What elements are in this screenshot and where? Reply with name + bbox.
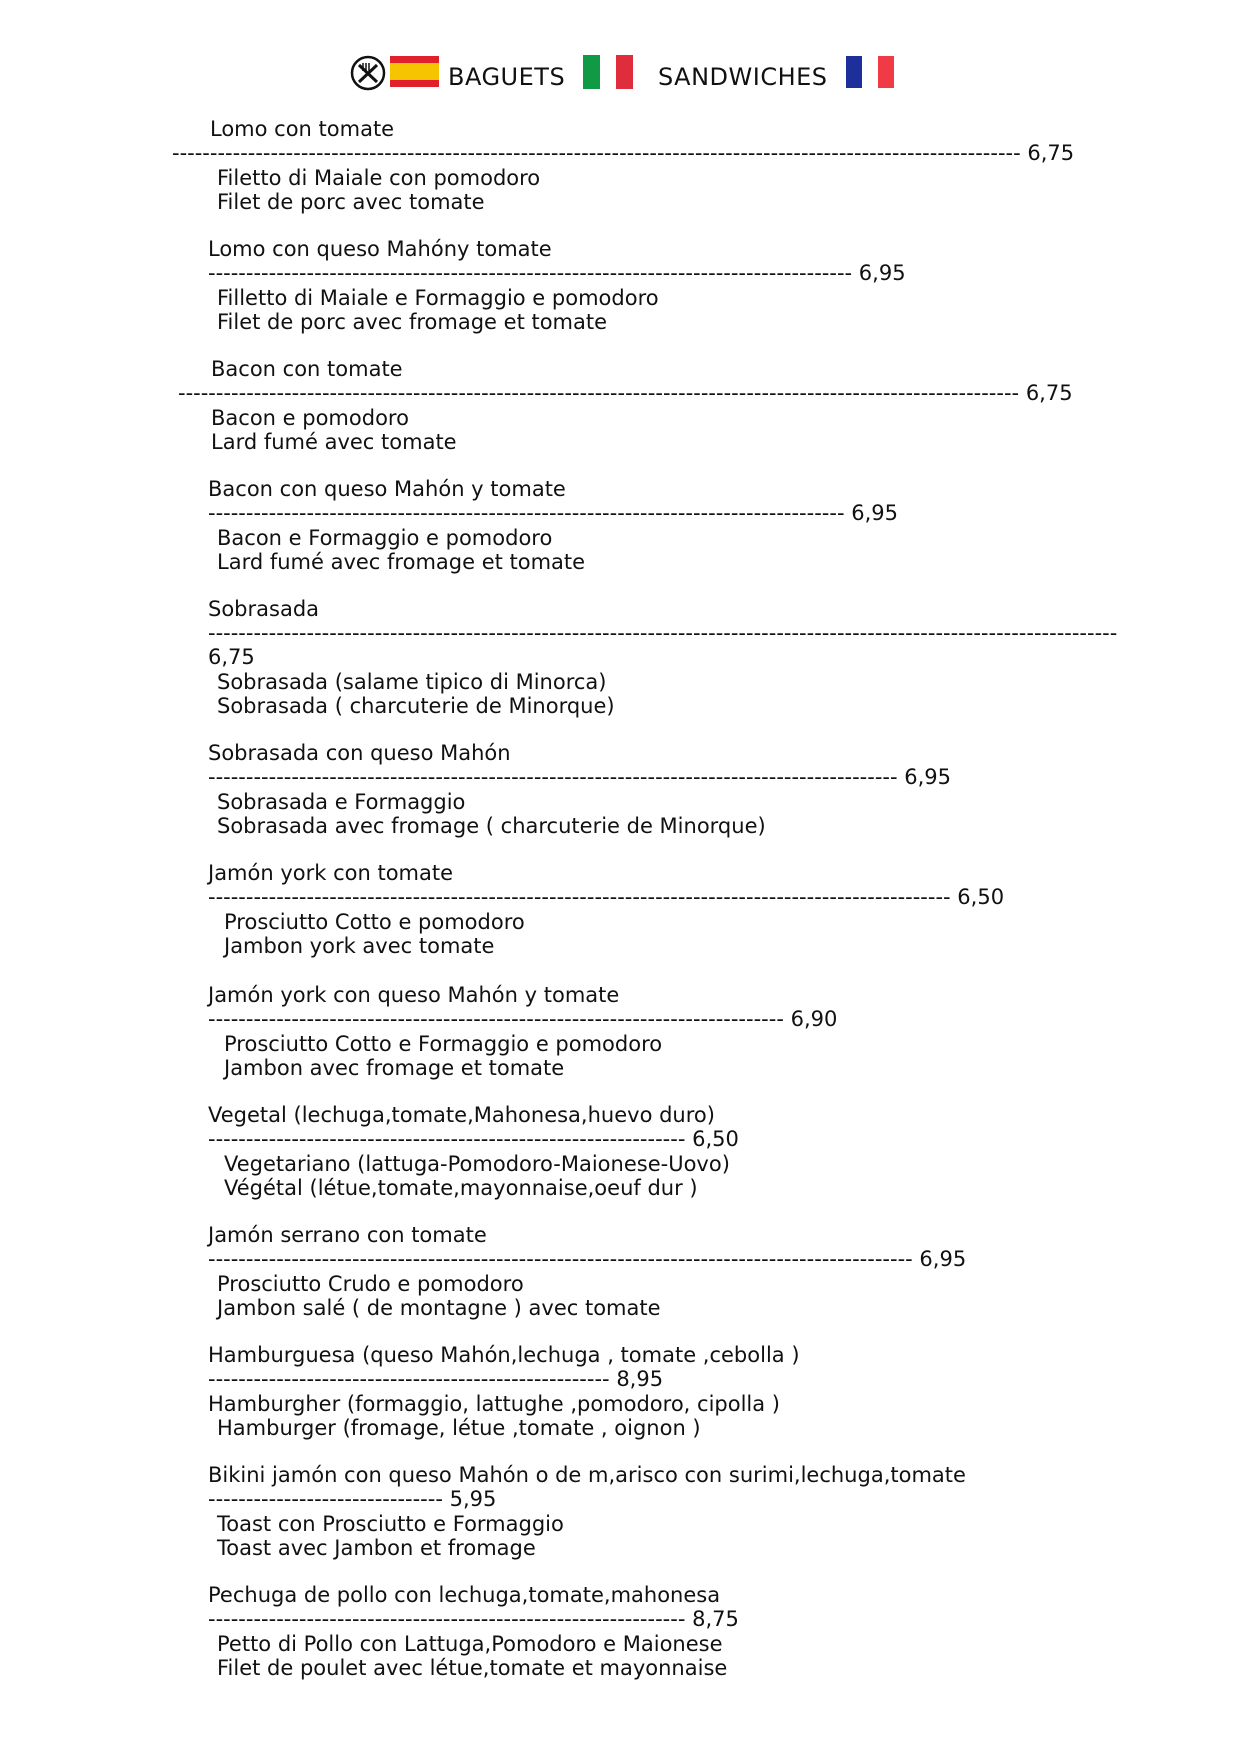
price-line — [208, 261, 906, 285]
dash-leader: --------------------------------------------------------------- — [208, 1127, 686, 1151]
dash-leader: ------------------------------- — [208, 1487, 443, 1511]
price-line — [208, 1607, 739, 1631]
item-name-fr: Jambon salé ( de montagne ) avec tomate — [217, 1296, 661, 1320]
item-name-it: Prosciutto Crudo e pomodoro — [217, 1272, 524, 1296]
item-price: 6,75 — [1025, 381, 1073, 405]
item-price: 6,95 — [904, 765, 952, 789]
item-name-it: Prosciutto Cotto e Formaggio e pomodoro — [224, 1032, 663, 1056]
item-name-es: Jamón york con tomate — [208, 861, 454, 885]
item-name-fr: Lard fumé avec fromage et tomate — [217, 550, 586, 574]
dash-leader: --------------------------------------------------------------- — [208, 1607, 686, 1631]
item-name-it: Bacon e Formaggio e pomodoro — [217, 526, 553, 550]
item-name-fr: Filet de poulet avec létue,tomate et mayonnaise — [217, 1656, 728, 1680]
item-price: 6,50 — [957, 885, 1005, 909]
item-name-es: Bacon con tomate — [211, 357, 403, 381]
item-name-fr: Hamburger (fromage, létue ,tomate , oignon ) — [217, 1416, 701, 1440]
price-line — [208, 621, 1117, 645]
item-name-it: Filletto di Maiale e Formaggio e pomodoro — [217, 286, 659, 310]
item-name-fr: Végétal (létue,tomate,mayonnaise,oeuf dur ) — [224, 1176, 698, 1200]
price-line — [208, 501, 898, 525]
no-food-icon — [350, 55, 386, 91]
item-name-it: Toast con Prosciutto e Formaggio — [217, 1512, 564, 1536]
item-name-es: Jamón york con queso Mahón y tomate — [208, 983, 620, 1007]
dash-leader: ---------------------------------------------------------------------------------------------------------------- — [172, 141, 1021, 165]
item-name-fr: Jambon avec fromage et tomate — [224, 1056, 565, 1080]
price-line — [208, 1367, 663, 1391]
item-name-es: Lomo con tomate — [210, 117, 395, 141]
price-line — [172, 141, 1074, 165]
dash-leader: ----------------------------------------------------- — [208, 1367, 610, 1391]
title-baguets: BAGUETS — [448, 63, 566, 91]
dash-leader: ------------------------------------------------------------------------------------------- — [208, 765, 898, 789]
dash-leader: ------------------------------------------------------------------------------------- — [208, 261, 853, 285]
item-price: 5,95 — [449, 1487, 497, 1511]
item-name-fr: Lard fumé avec tomate — [211, 430, 457, 454]
item-name-it: Vegetariano (lattuga-Pomodoro-Maionese-Uovo) — [224, 1152, 730, 1176]
item-name-fr: Jambon york avec tomate — [224, 934, 495, 958]
item-price: 6,95 — [919, 1247, 967, 1271]
item-name-it: Hamburgher (formaggio, lattughe ,pomodoro, cipolla ) — [208, 1392, 780, 1416]
item-name-fr: Sobrasada avec fromage ( charcuterie de Minorque) — [217, 814, 766, 838]
item-name-it: Filetto di Maiale con pomodoro — [217, 166, 541, 190]
france-flag-icon — [846, 56, 894, 88]
item-name-es: Bacon con queso Mahón y tomate — [208, 477, 566, 501]
spain-flag-icon — [390, 56, 439, 87]
dash-leader: ------------------------------------------------------------------------------------------------------------------------ — [208, 621, 1118, 645]
item-name-fr: Sobrasada ( charcuterie de Minorque) — [217, 694, 615, 718]
italy-flag-icon — [583, 55, 633, 89]
dash-leader: ---------------------------------------------------------------------------- — [208, 1007, 784, 1031]
item-price: 8,75 — [692, 1607, 739, 1631]
dash-leader: ------------------------------------------------------------------------------------ — [208, 501, 845, 525]
item-name-es: Vegetal (lechuga,tomate,Mahonesa,huevo duro) — [208, 1103, 715, 1127]
item-name-it: Prosciutto Cotto e pomodoro — [224, 910, 525, 934]
dash-leader: --------------------------------------------------------------------------------------------- — [208, 1247, 913, 1271]
item-price: 6,50 — [692, 1127, 739, 1151]
item-name-es: Sobrasada — [208, 597, 320, 621]
item-price: 6,90 — [790, 1007, 838, 1031]
item-name-es: Jamón serrano con tomate — [208, 1223, 487, 1247]
price-line — [208, 1487, 496, 1511]
dash-leader: --------------------------------------------------------------------------------------------------------------- — [178, 381, 1020, 405]
item-price: 6,95 — [858, 261, 906, 285]
item-name-fr: Filet de porc avec tomate — [217, 190, 485, 214]
item-name-es: Sobrasada con queso Mahón — [208, 741, 511, 765]
item-price: 6,75 — [1027, 141, 1075, 165]
price-line — [208, 885, 1004, 909]
item-name-it: Sobrasada e Formaggio — [217, 790, 466, 814]
price-line — [178, 381, 1073, 405]
item-price: 6,95 — [851, 501, 898, 525]
item-name-it: Petto di Pollo con Lattuga,Pomodoro e Maionese — [217, 1632, 723, 1656]
price-line — [208, 1007, 837, 1031]
item-price: 6,75 — [208, 645, 255, 669]
item-name-es: Bikini jamón con queso Mahón o de m,arisco con surimi,lechuga,tomate — [208, 1463, 966, 1487]
item-name-it: Bacon e pomodoro — [211, 406, 409, 430]
item-name-es: Lomo con queso Mahóny tomate — [208, 237, 552, 261]
menu-header — [350, 52, 910, 94]
dash-leader: -------------------------------------------------------------------------------------------------- — [208, 885, 951, 909]
item-name-es: Pechuga de pollo con lechuga,tomate,mahonesa — [208, 1583, 721, 1607]
item-price: 8,95 — [616, 1367, 664, 1391]
price-line — [208, 1127, 739, 1151]
price-line — [208, 1247, 966, 1271]
item-name-fr: Filet de porc avec fromage et tomate — [217, 310, 608, 334]
item-name-it: Sobrasada (salame tipico di Minorca) — [217, 670, 607, 694]
title-sandwiches: SANDWICHES — [658, 63, 828, 91]
item-name-fr: Toast avec Jambon et fromage — [217, 1536, 536, 1560]
price-line — [208, 765, 951, 789]
item-name-es: Hamburguesa (queso Mahón,lechuga , tomate ,cebolla ) — [208, 1343, 800, 1367]
